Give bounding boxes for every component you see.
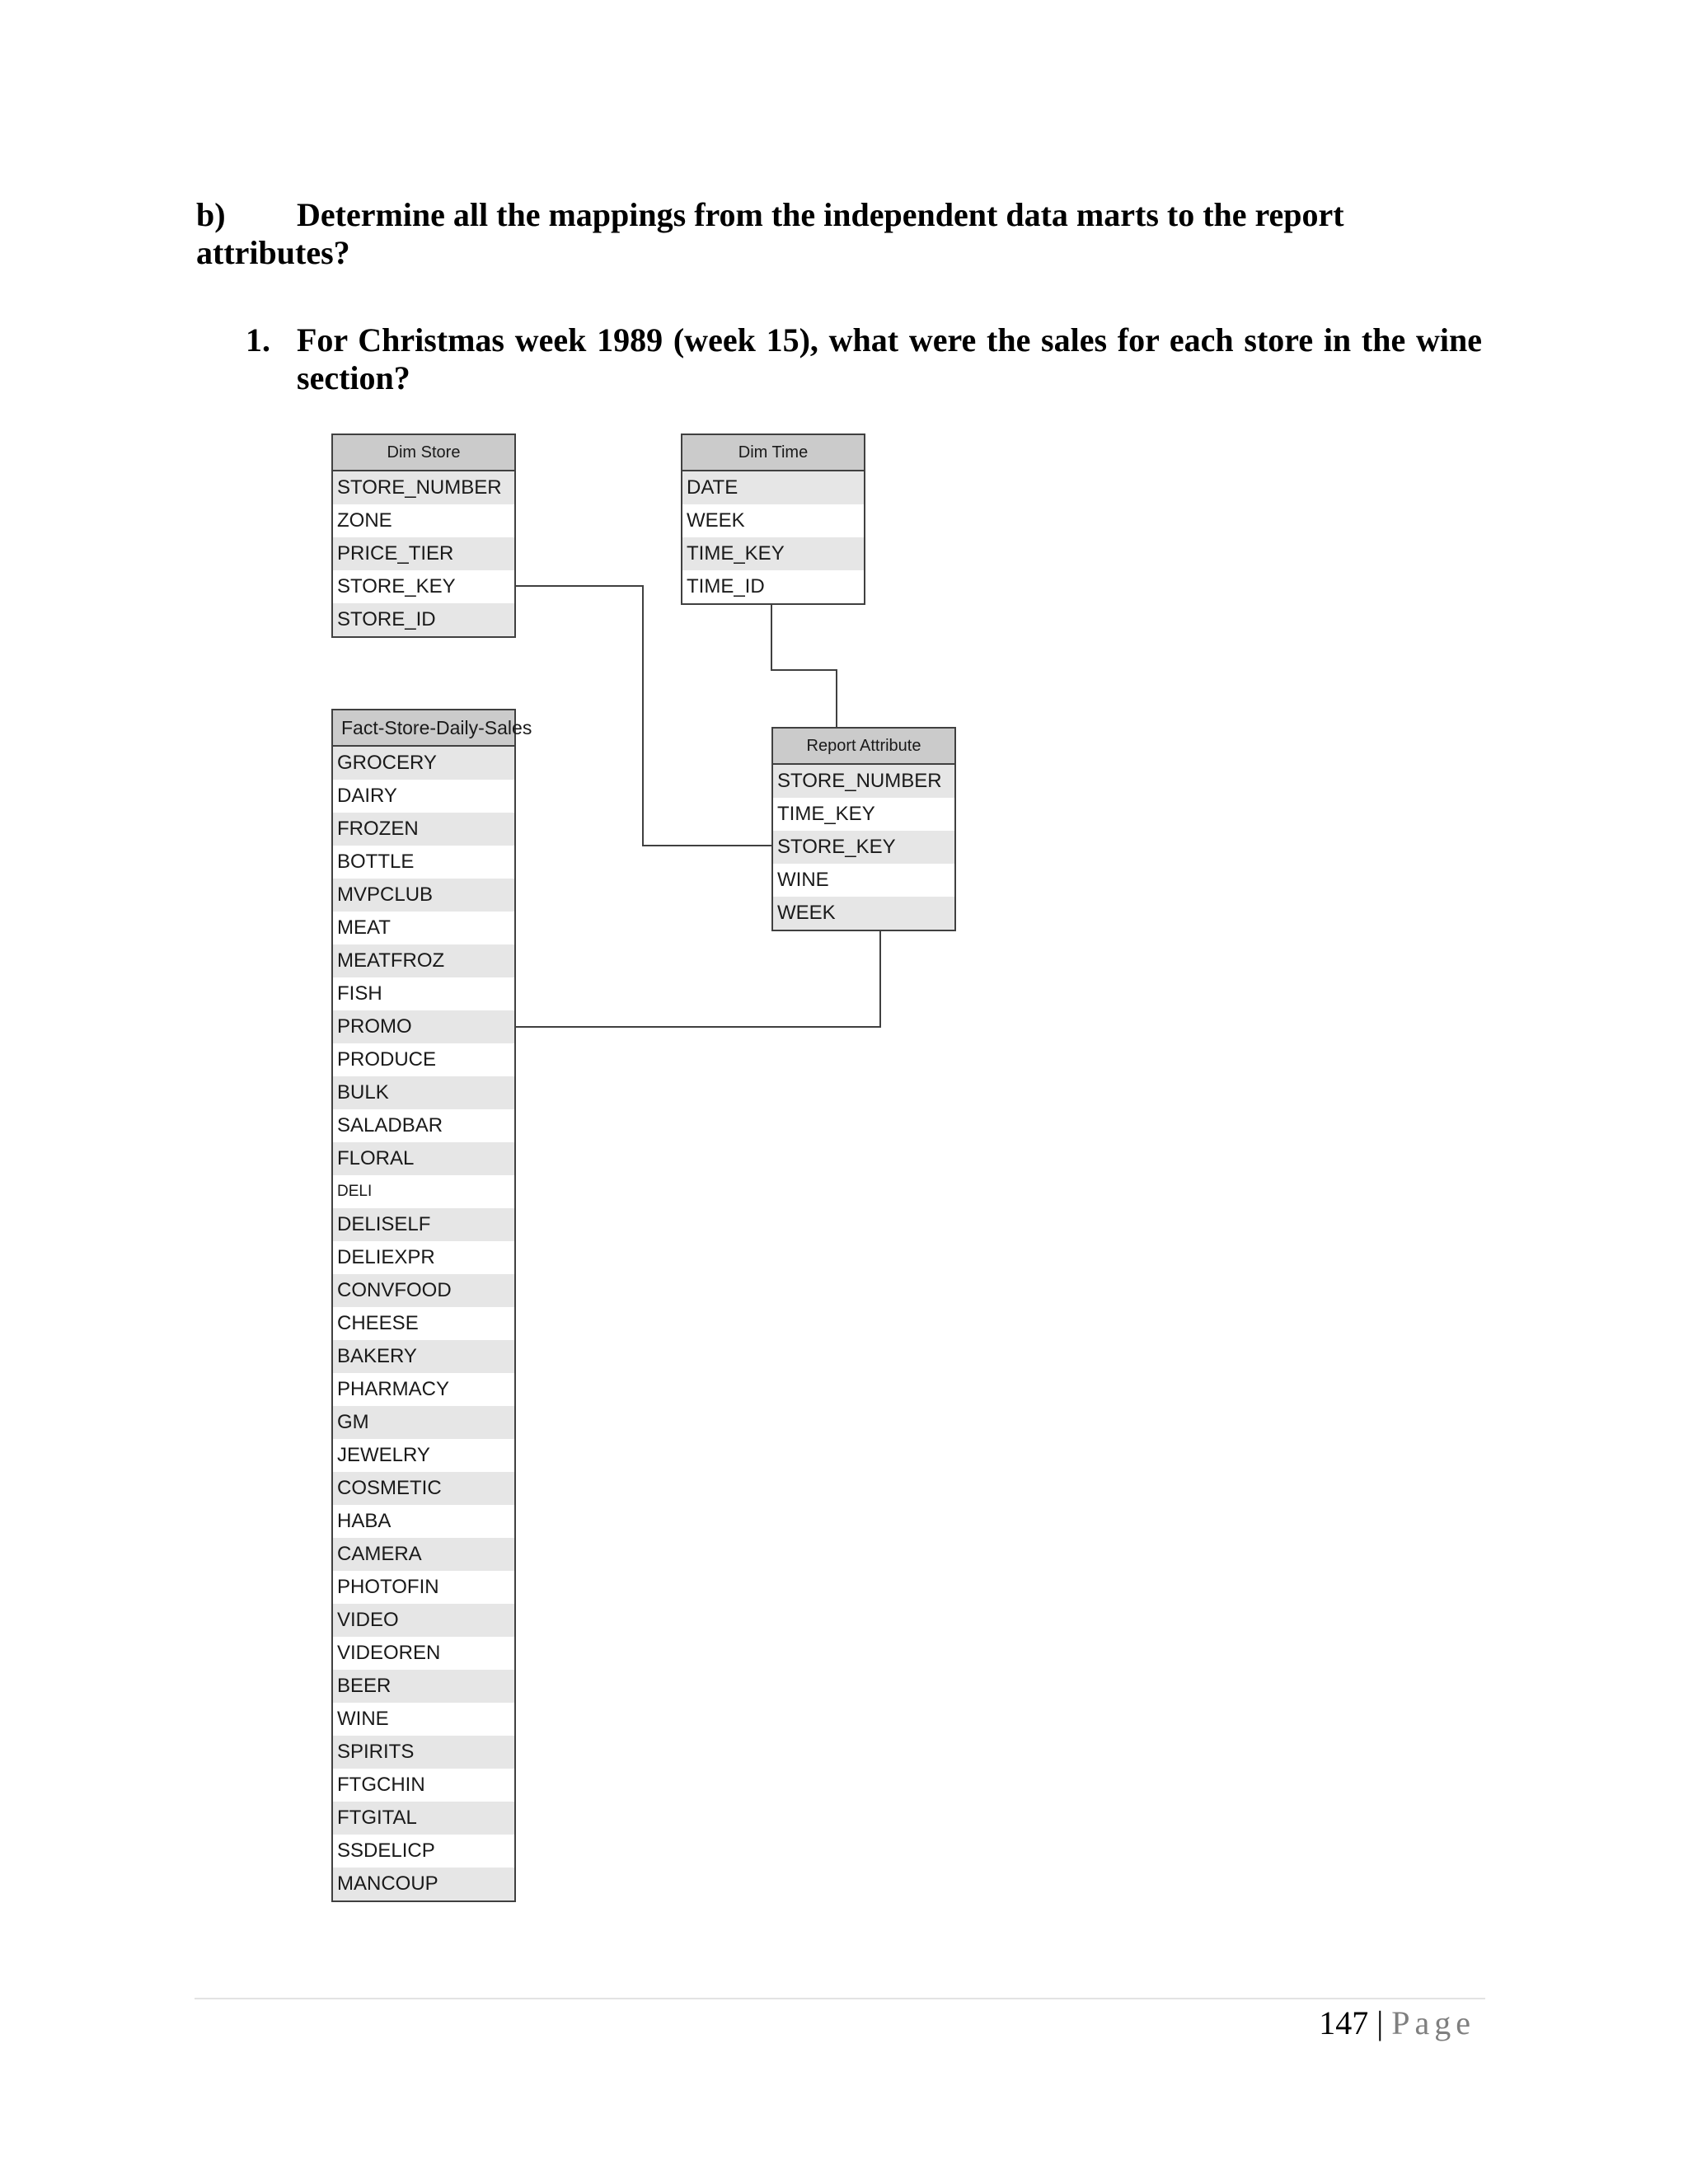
connector-time-key — [771, 605, 837, 729]
page-separator: | — [1376, 2004, 1384, 2041]
fact-field: BEER — [333, 1670, 514, 1703]
fact-store-daily-sales-table — [331, 709, 532, 1902]
dim-time-field: TIME_KEY — [682, 537, 864, 570]
dim-store-field: ZONE — [337, 509, 392, 532]
fact-field: CONVFOOD — [333, 1274, 514, 1307]
fact-field: DAIRY — [337, 785, 397, 807]
fact-field: GROCERY — [333, 747, 514, 780]
connector-wine — [513, 930, 880, 1027]
report-field: WINE — [777, 869, 829, 891]
fact-field: COSMETIC — [333, 1472, 514, 1505]
fact-field: WINE — [337, 1708, 389, 1730]
fact-field: DELIEXPR — [337, 1246, 435, 1268]
fact-field: CHEESE — [337, 1312, 419, 1334]
fact-field: MVPCLUB — [333, 879, 514, 912]
fact-field: FROZEN — [333, 813, 514, 846]
fact-field: JEWELRY — [337, 1444, 430, 1466]
dim-store-field: PRICE_TIER — [333, 537, 514, 570]
dim-store-table — [331, 434, 516, 638]
page-number: 147 — [1319, 2004, 1369, 2041]
page-label: Page — [1391, 2004, 1475, 2041]
fact-field: FTGITAL — [333, 1802, 514, 1835]
fact-field: CAMERA — [333, 1538, 514, 1571]
fact-field: MANCOUP — [333, 1868, 514, 1900]
dim-store-field: STORE_ID — [333, 603, 514, 636]
fact-field: FISH — [337, 982, 382, 1005]
fact-field: DELI — [337, 1183, 373, 1200]
section-heading-text: Determine all the mappings from the independent data marts to the report attributes? — [196, 196, 1344, 271]
report-field: STORE_KEY — [773, 831, 954, 864]
fact-field: FTGCHIN — [337, 1774, 425, 1796]
dim-store-title: Dim Store — [333, 435, 514, 471]
dim-time-field: WEEK — [687, 509, 745, 532]
fact-field: DELISELF — [333, 1208, 514, 1241]
fact-field: BAKERY — [333, 1340, 514, 1373]
fact-table-title: Fact-Store-Daily-Sales — [333, 710, 514, 747]
dim-store-field: STORE_NUMBER — [333, 471, 514, 504]
fact-field: MEAT — [337, 916, 391, 939]
dim-time-table — [681, 434, 865, 605]
connector-store-key — [513, 586, 771, 846]
fact-field: SPIRITS — [333, 1736, 514, 1769]
dim-time-title: Dim Time — [682, 435, 864, 471]
fact-field: PHOTOFIN — [337, 1576, 439, 1598]
dim-time-field: TIME_ID — [687, 575, 765, 598]
report-field: TIME_KEY — [777, 803, 875, 825]
footer-divider — [195, 1998, 1485, 1999]
fact-field: SSDELICP — [337, 1840, 435, 1862]
fact-field: BOTTLE — [337, 851, 415, 873]
fact-field: FLORAL — [333, 1142, 514, 1175]
fact-field: SALADBAR — [337, 1114, 443, 1137]
report-field: WEEK — [773, 897, 954, 930]
fact-field: PRODUCE — [337, 1048, 437, 1071]
fact-field: PROMO — [333, 1010, 514, 1043]
dim-store-field: STORE_KEY — [337, 575, 456, 598]
question-text: For Christmas week 1989 (week 15), what were the sales for each store in the wine section? — [297, 321, 1482, 396]
report-attribute-table — [771, 727, 956, 931]
fact-field: PHARMACY — [337, 1378, 450, 1400]
dim-time-field: DATE — [682, 471, 864, 504]
fact-field: MEATFROZ — [333, 944, 514, 977]
section-letter: b) — [196, 196, 226, 233]
fact-field: VIDEOREN — [337, 1642, 441, 1664]
fact-field: GM — [333, 1406, 514, 1439]
fact-field: BULK — [333, 1076, 514, 1109]
fact-field: VIDEO — [333, 1604, 514, 1637]
report-attribute-title: Report Attribute — [773, 729, 954, 765]
page-footer — [1319, 2003, 1475, 2044]
report-field: STORE_NUMBER — [773, 765, 954, 798]
question-number: 1. — [246, 321, 270, 359]
fact-field: HABA — [337, 1510, 392, 1532]
